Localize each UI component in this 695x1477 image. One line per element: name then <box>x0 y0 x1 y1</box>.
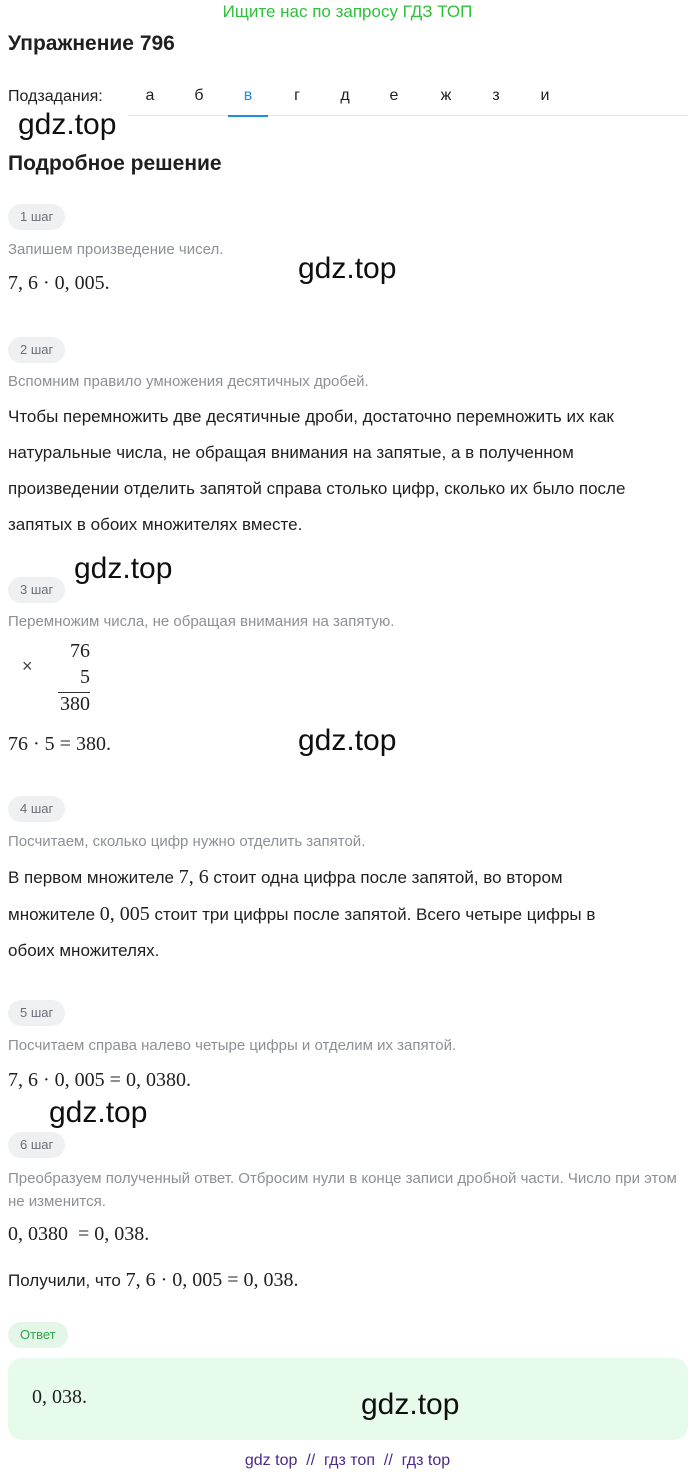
subtask-tab-a[interactable]: а <box>145 87 155 104</box>
section-title: Подробное решение <box>8 152 222 175</box>
subtasks-label: Подзадания: <box>8 88 103 105</box>
footer-links[interactable]: gdz top // гдз топ // гдз top <box>244 1452 451 1469</box>
subtask-tab-v[interactable]: в <box>228 86 268 117</box>
tabs-divider <box>128 115 688 116</box>
watermark: gdz.top <box>298 252 397 285</box>
subtask-tab-b[interactable]: б <box>194 87 204 104</box>
page-title: Упражнение 796 <box>8 32 175 55</box>
subtask-tab-i[interactable]: и <box>540 87 550 104</box>
subtask-tab-zh[interactable]: ж <box>440 87 452 104</box>
watermark: gdz.top <box>361 1388 460 1421</box>
times-sign: × <box>22 656 33 676</box>
step-badge: 2 шаг <box>8 337 65 363</box>
watermark: gdz.top <box>49 1096 148 1129</box>
watermark: gdz.top <box>74 552 173 585</box>
text-fragment: стоит одна цифра после запятой, во втором <box>208 868 563 887</box>
step-badge: 1 шаг <box>8 204 65 230</box>
step-hint: Запишем произведение чисел. <box>8 241 224 258</box>
column-multiplication <box>8 640 108 716</box>
text-line: обоих множителях. <box>8 941 160 960</box>
text-fragment: множителе <box>8 905 100 924</box>
answer-value: 0, 038. <box>32 1386 87 1408</box>
step-hint: Перемножим числа, не обращая внимания на запятую. <box>8 613 395 630</box>
step-hint: Преобразуем полученный ответ. Отбросим нули в конце записи дробной части. Число при этом не изменится. <box>8 1170 677 1210</box>
subtask-tab-z[interactable]: з <box>492 87 500 104</box>
watermark: gdz.top <box>18 108 117 141</box>
step-hint: Посчитаем справа налево четыре цифры и отделим их запятой. <box>8 1037 457 1054</box>
product: 380 <box>60 693 90 715</box>
inline-math: 0, 005 <box>99 903 150 925</box>
step-math: 7, 6 · 0, 005. <box>8 272 110 294</box>
text-line <box>8 896 688 933</box>
text-fragment: стоит три цифры после запятой. Всего четыре цифры в <box>149 905 596 924</box>
multiplier: 5 <box>80 666 90 688</box>
subtask-tab-d[interactable]: д <box>340 87 350 104</box>
step-text <box>8 859 688 969</box>
text-line <box>8 859 688 896</box>
step-badge: 3 шаг <box>8 577 65 603</box>
step-math: 7, 6 · 0, 005 = 0, 0380. <box>8 1069 191 1091</box>
step-math: 76 · 5 = 380. <box>8 733 111 755</box>
promo-banner[interactable]: Ищите нас по запросу ГДЗ ТОП <box>222 2 473 21</box>
subtask-tab-g[interactable]: г <box>294 87 300 104</box>
multiplicand: 76 <box>70 640 90 662</box>
inline-math: 7, 6 · 0, 005 = 0, 038. <box>125 1269 299 1291</box>
step-text: Чтобы перемножить две десятичные дроби, достаточно перемножить их как натуральные числа, не обращая внимания на запятые, а в полученном произведении отделить запятой справа столько цифр, сколько их было после запятых в обоих множителях вместе. <box>8 407 626 534</box>
text-fragment: В первом множителе <box>8 868 179 887</box>
text-fragment: Получили, что <box>8 1271 126 1290</box>
step-math: 0, 0380 = 0, 038. <box>8 1223 150 1245</box>
step-badge: 4 шаг <box>8 796 65 822</box>
answer-box <box>8 1358 688 1440</box>
step-hint: Вспомним правило умножения десятичных дробей. <box>8 373 369 390</box>
inline-math: 7, 6 <box>178 866 209 888</box>
conclusion <box>8 1262 688 1299</box>
answer-badge: Ответ <box>8 1322 68 1348</box>
watermark: gdz.top <box>298 724 397 757</box>
step-badge: 6 шаг <box>8 1132 65 1158</box>
step-hint: Посчитаем, сколько цифр нужно отделить запятой. <box>8 833 366 850</box>
step-badge: 5 шаг <box>8 1000 65 1026</box>
subtask-tab-e[interactable]: е <box>389 87 399 104</box>
